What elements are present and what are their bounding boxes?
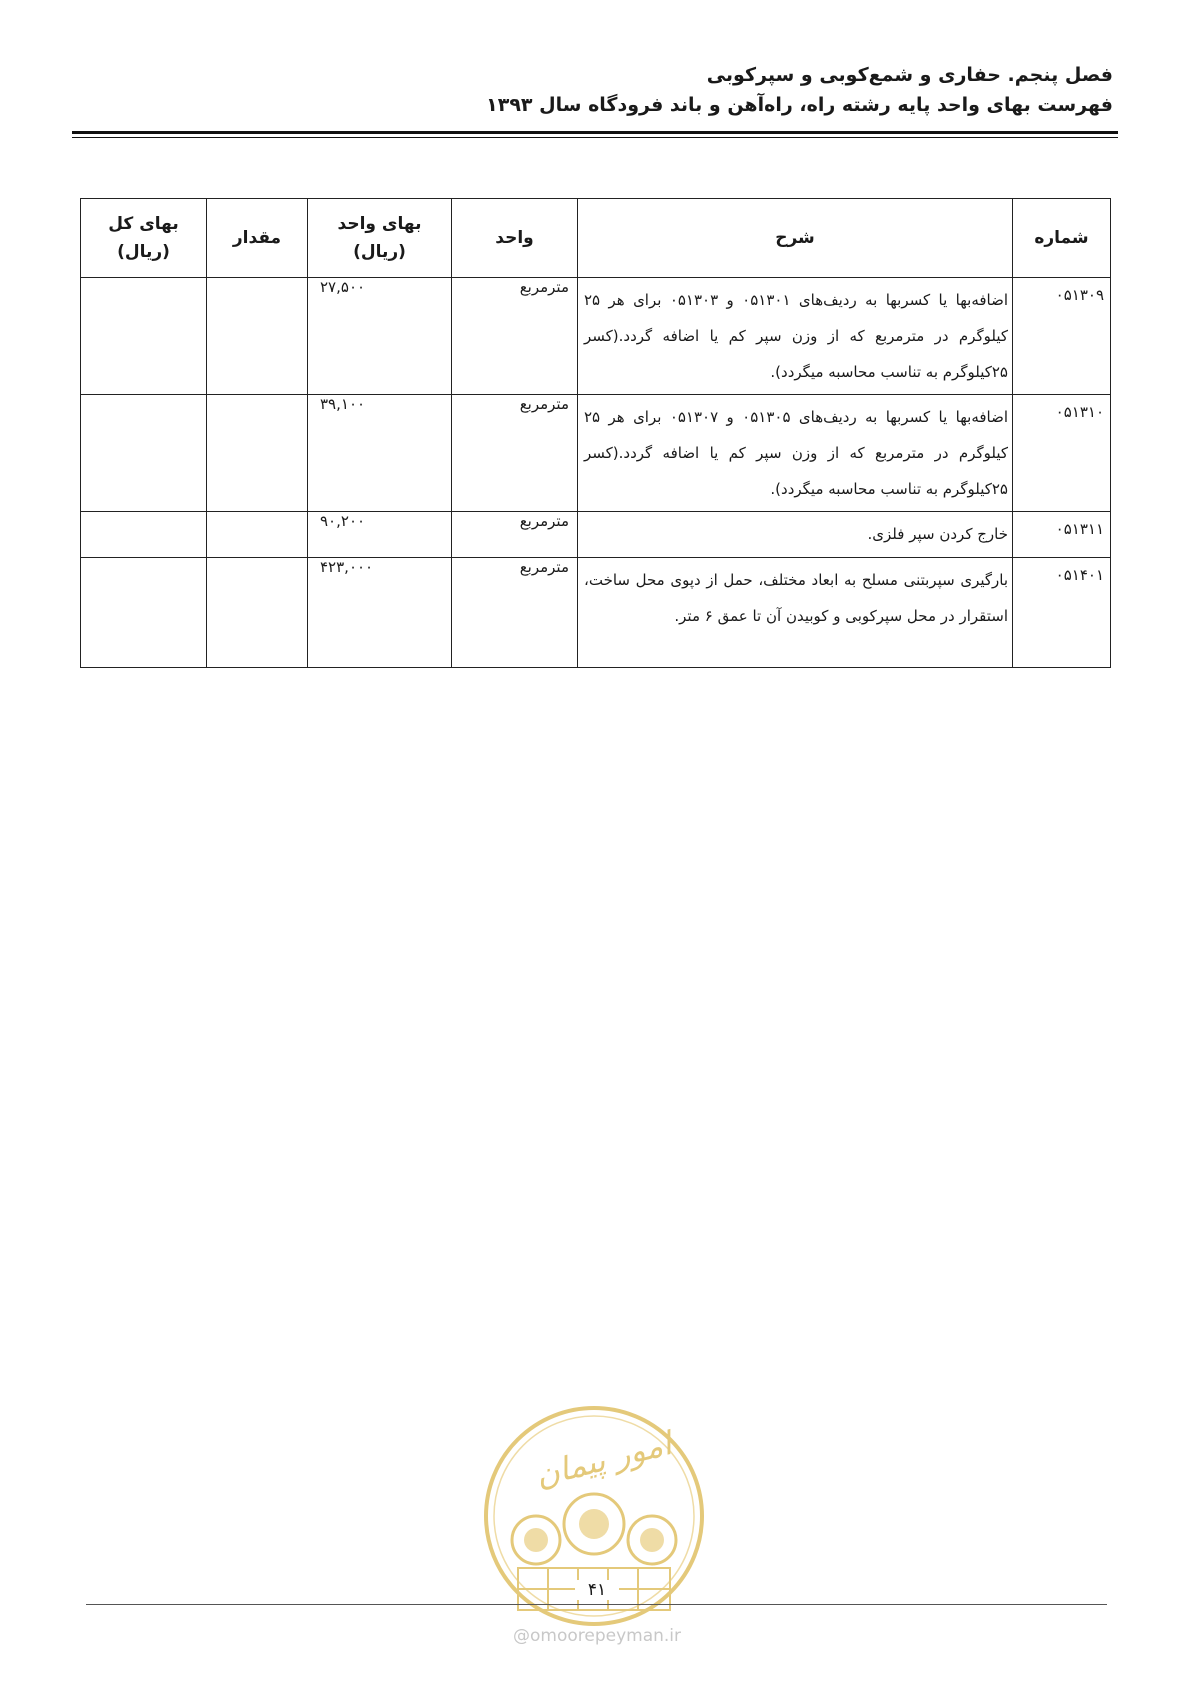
page-header	[73, 60, 1113, 120]
item-total	[81, 395, 207, 512]
table-row	[81, 512, 1111, 558]
header-description: شرح	[578, 199, 1013, 278]
table-header-row	[81, 199, 1111, 278]
table-row	[81, 558, 1111, 668]
item-quantity	[207, 278, 308, 395]
website-watermark	[490, 1626, 704, 1646]
item-total	[81, 512, 207, 558]
item-quantity	[207, 395, 308, 512]
seal-text: امور پیمان	[531, 1424, 676, 1495]
item-unit: مترمربع	[452, 558, 578, 668]
chapter-title: فصل پنجم. حفاری و شمع‌کوبی و سپرکوبی	[706, 64, 1113, 86]
at-icon: @	[512, 1626, 530, 1646]
item-unit-price: ۲۷,۵۰۰	[308, 278, 452, 395]
item-quantity	[207, 512, 308, 558]
header-number: شماره	[1013, 199, 1111, 278]
item-unit-price: ۴۲۳,۰۰۰	[308, 558, 452, 668]
item-total	[81, 558, 207, 668]
header-total-price-currency: (ریال)	[117, 242, 170, 262]
item-number: ۰۵۱۳۱۰	[1013, 395, 1111, 512]
item-unit: مترمربع	[452, 278, 578, 395]
table-row	[81, 278, 1111, 395]
website-text: omoorepeyman.ir	[529, 1626, 682, 1646]
header-total-price	[81, 199, 207, 278]
header-rule-thick	[72, 131, 1118, 134]
table-row	[81, 395, 1111, 512]
item-description: بارگیری سپربتنی مسلح به ابعاد مختلف، حمل از دپوی محل ساخت، استقرار در محل سپرکوبی و کوبیدن آن تا عمق ۶ متر.	[578, 558, 1013, 668]
header-total-price-label: بهای کل	[108, 214, 179, 234]
item-description: اضافه‌بها یا کسربها به ردیف‌های ۰۵۱۳۰۱ و ۰۵۱۳۰۳ برای هر ۲۵ کیلوگرم در مترمربع که از وزن سپر کم یا اضافه گردد.(کسر ۲۵کیلوگرم به تناسب محاسبه میگردد).	[578, 278, 1013, 395]
header-quantity: مقدار	[207, 199, 308, 278]
item-total	[81, 278, 207, 395]
item-description: خارج کردن سپر فلزی.	[578, 512, 1013, 558]
header-unit-price-label: بهای واحد	[337, 214, 422, 234]
price-list-table	[80, 198, 1111, 668]
header-rule-thin	[72, 137, 1118, 138]
item-number: ۰۵۱۴۰۱	[1013, 558, 1111, 668]
footer-rule	[86, 1604, 1107, 1605]
item-quantity	[207, 558, 308, 668]
item-unit: مترمربع	[452, 395, 578, 512]
item-unit-price: ۳۹,۱۰۰	[308, 395, 452, 512]
page-number: ۴۱	[575, 1580, 619, 1600]
item-description: اضافه‌بها یا کسربها به ردیف‌های ۰۵۱۳۰۵ و ۰۵۱۳۰۷ برای هر ۲۵ کیلوگرم در مترمربع که از وزن سپر کم یا اضافه گردد.(کسر ۲۵کیلوگرم به تناسب محاسبه میگردد).	[578, 395, 1013, 512]
item-number: ۰۵۱۳۰۹	[1013, 278, 1111, 395]
item-number: ۰۵۱۳۱۱	[1013, 512, 1111, 558]
item-unit: مترمربع	[452, 512, 578, 558]
header-unit-price	[308, 199, 452, 278]
item-unit-price: ۹۰,۲۰۰	[308, 512, 452, 558]
document-title: فهرست بهای واحد پایه رشته راه، راه‌آهن و باند فرودگاه سال ۱۳۹۳	[486, 94, 1113, 116]
header-unit-price-currency: (ریال)	[353, 242, 406, 262]
header-unit: واحد	[452, 199, 578, 278]
